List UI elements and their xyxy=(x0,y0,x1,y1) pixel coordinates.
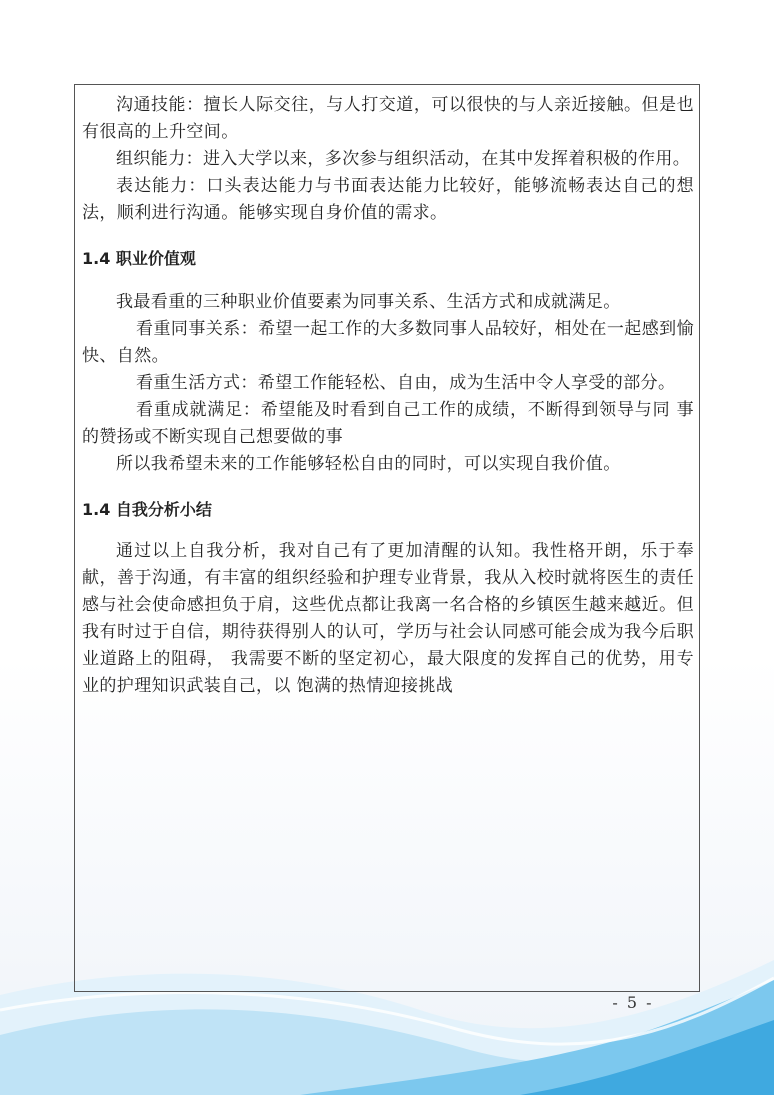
section-heading-self-analysis-summary: 1.4 自我分析小结 xyxy=(82,500,212,519)
value-achievement-paragraph: 看重成就满足：希望能及时看到自己工作的成绩，不断得到领导与同 事的赞扬或不断实现自己想要做的事 xyxy=(82,400,694,447)
value-lifestyle-paragraph: 看重生活方式：希望工作能轻松、自由，成为生活中令人享受的部分。 xyxy=(136,373,676,393)
skill-organization-paragraph: 组织能力：进入大学以来，多次参与组织活动，在其中发挥着积极的作用。 xyxy=(116,149,691,169)
skill-communication-paragraph: 沟通技能：擅长人际交往，与人打交道，可以很快的与人亲近接触。但是也有很高的上升空间。 xyxy=(82,95,694,142)
summary-paragraph: 通过以上自我分析，我对自己有了更加清醒的认知。我性格开朗，乐于奉献，善于沟通，有丰富的组织经验和护理专业背景，我从入校时就将医生的责任感与社会使命感担负于肩，这些优点都让我离一名合格的乡镇医生越来越近。但我有时过于自信，期待获得别人的认可，学历与社会认同感可能会成为我今后职业道路上的阻碍， 我需要不断的坚定初心，最大限度的发挥自己的优势，用专业的护理知识武装自己，以 饱满的热情迎接挑战 xyxy=(82,541,694,696)
document-content xyxy=(82,92,694,700)
section-heading-career-values: 1.4 职业价值观 xyxy=(82,249,196,268)
values-intro-paragraph: 我最看重的三种职业价值要素为同事关系、生活方式和成就满足。 xyxy=(116,292,621,312)
value-colleagues-paragraph: 看重同事关系：希望一起工作的大多数同事人品较好，相处在一起感到愉快、自然。 xyxy=(82,319,694,366)
page-number: - 5 - xyxy=(612,993,654,1012)
skill-expression-paragraph: 表达能力：口头表达能力与书面表达能力比较好，能够流畅表达自己的想法，顺利进行沟通。能够实现自身价值的需求。 xyxy=(82,176,694,223)
values-conclusion-paragraph: 所以我希望未来的工作能够轻松自由的同时，可以实现自我价值。 xyxy=(116,454,621,474)
